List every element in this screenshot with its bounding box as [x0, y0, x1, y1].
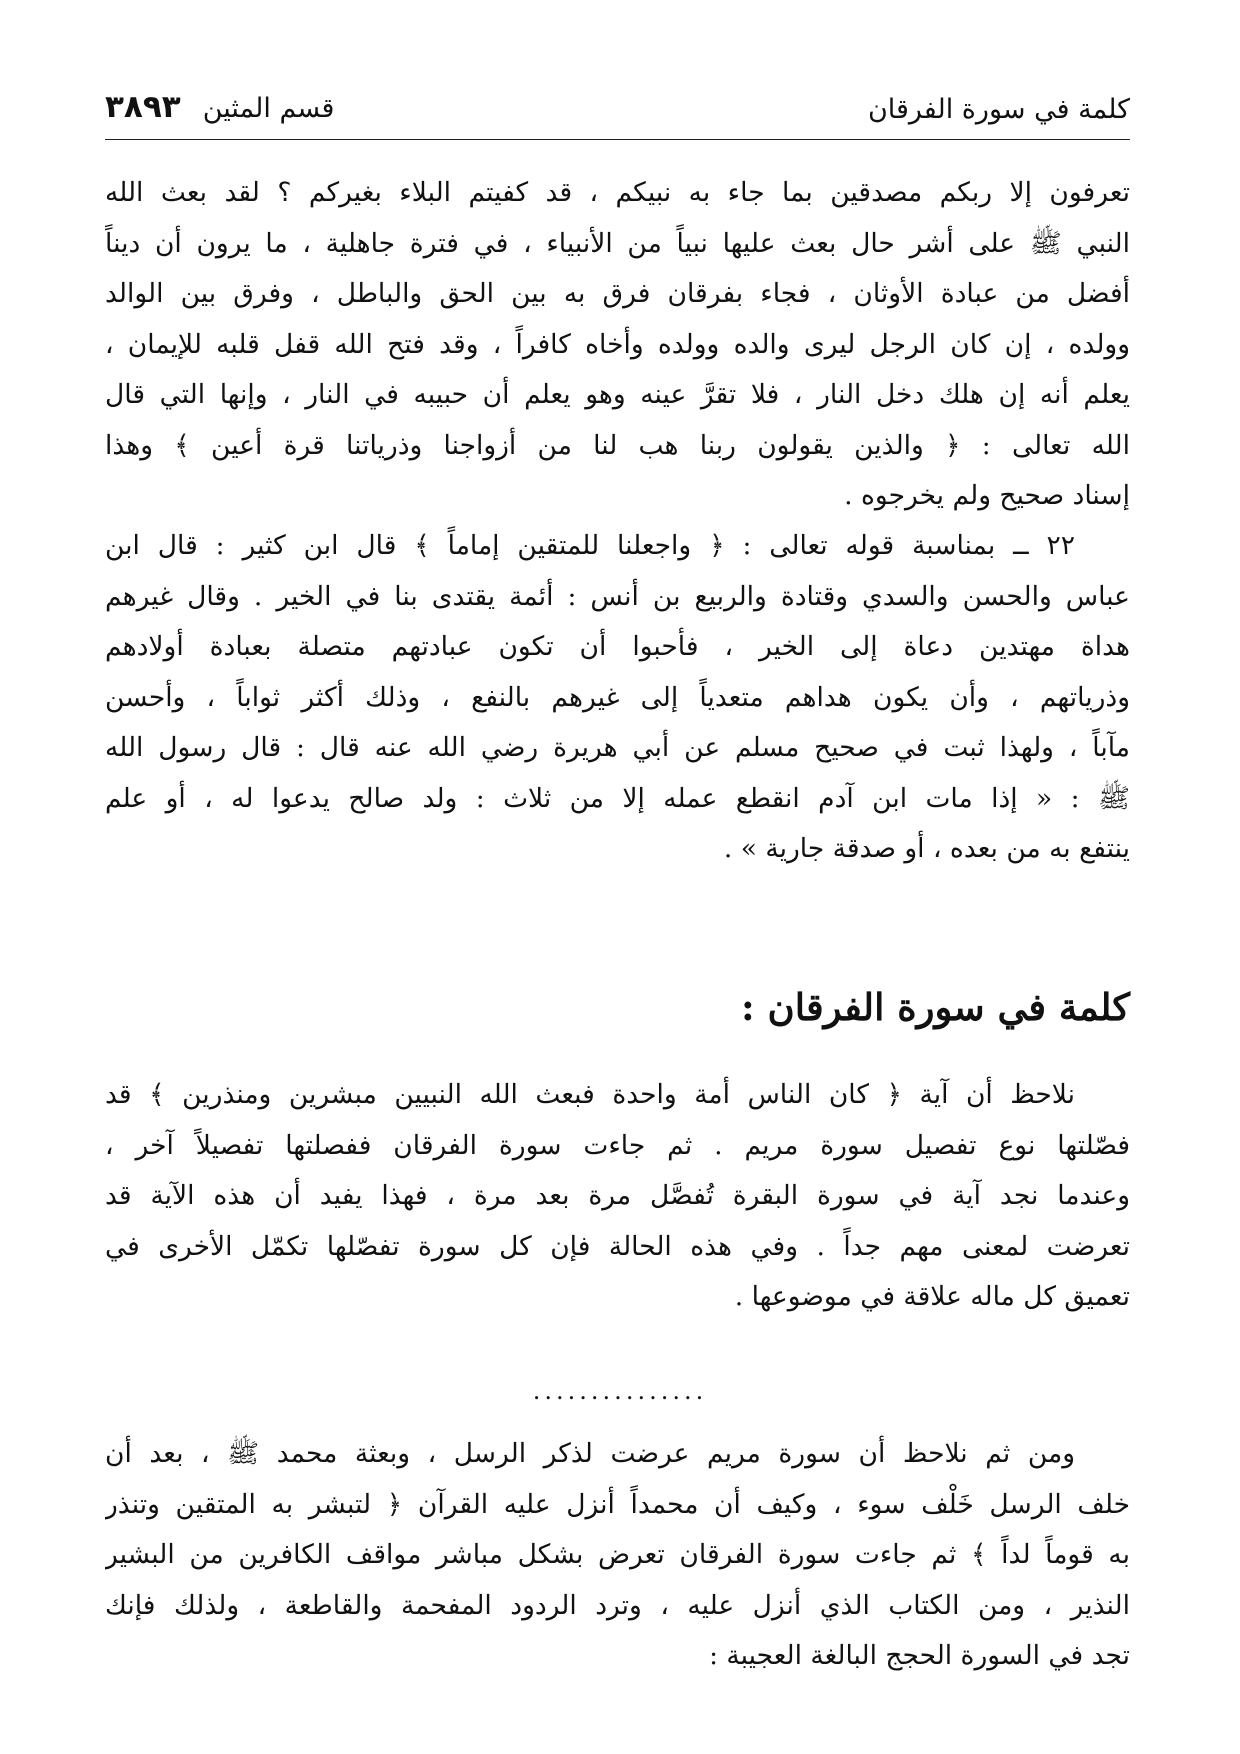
- text-line: ﷺ : « إذا مات ابن آدم انقطع عمله إلا من ثلاث : ولد صالح يدعوا له ، أو علم: [105, 782, 1130, 814]
- text-line: تعرضت لمعنى مهم جداً . وفي هذه الحالة فإن كل سورة تفصّلها تكمّل الأخرى في: [105, 1230, 1130, 1262]
- text-line: يعلم أنه إن هلك دخل النار ، فلا تقرَّ عينه وهو يعلم أن حبيبه في النار ، وإنها التي قال: [105, 379, 1130, 410]
- page-info: [105, 89, 334, 126]
- running-title: كلمة في سورة الفرقان: [867, 93, 1130, 125]
- text-line: أفضل من عبادة الأوثان ، فجاء بفرقان فرق به بين الحق والباطل ، وفرق بين الوالد: [105, 278, 1130, 309]
- text-line: الله تعالى : ﴿ والذين يقولون ربنا هب لنا من أزواجنا وذرياتنا قرة أعين ﴾ وهذا: [105, 429, 1130, 461]
- section-paragraph-2: [105, 1429, 1130, 1682]
- text-line: به قوماً لداً ﴾ ثم جاءت سورة الفرقان تعرض بشكل مباشر مواقف الكافرين من البشير: [105, 1539, 1130, 1570]
- text-line: ٢٢ ــ بمناسبة قوله تعالى : ﴿ واجعلنا للمتقين إماماً ﴾ قال ابن كثير : قال ابن: [105, 530, 1075, 561]
- separator-dots: ...............: [532, 1377, 708, 1405]
- page-number: ٣٨٩٣: [105, 88, 181, 125]
- text-line: عباس والحسن والسدي وقتادة والربيع بن أنس : أئمة يقتدى بنا في الخير . وقال غيرهم: [105, 580, 1130, 612]
- text-line: تجد في السورة الحجج البالغة العجيبة :: [709, 1640, 1130, 1671]
- section-paragraph-1: [105, 1070, 1130, 1323]
- text-line: خلف الرسل خَلْف سوء ، وكيف أن محمداً أنزل عليه القرآن ﴿ لتبشر به المتقين وتنذر: [105, 1488, 1130, 1520]
- text-line: ينتفع به من بعده ، أو صدقة جارية » .: [723, 833, 1130, 864]
- text-line: وذرياتهم ، وأن يكون هداهم متعدياً إلى غيرهم بالنفع ، وذلك أكثر ثواباً ، وأحسن: [105, 681, 1130, 713]
- text-line: تعميق كل ماله علاقة في موضوعها .: [734, 1281, 1130, 1312]
- text-line: إسناد صحيح ولم يخرجوه .: [844, 480, 1130, 511]
- text-line: تعرفون إلا ربكم مصدقين بما جاء به نبيكم ، قد كفيتم البلاء بغيركم ؟ لقد بعث الله: [105, 177, 1130, 208]
- text-line: النذير ، ومن الكتاب الذي أنزل عليه ، وترد الردود المفحمة والقاطعة ، ولذلك فإنك: [105, 1589, 1130, 1621]
- text-line: ومن ثم نلاحظ أن سورة مريم عرضت لذكر الرسل ، وبعثة محمد ﷺ ، بعد أن: [105, 1438, 1075, 1469]
- paragraph-22: [105, 521, 1130, 875]
- text-line: وعندما نجد آية في سورة البقرة تُفصَّل مرة بعد مرة ، فهذا يفيد أن هذه الآية قد: [105, 1180, 1130, 1211]
- text-line: النبي ﷺ على أشر حال بعث عليها نبياً من الأنبياء ، في فترة جاهلية ، ما يرون أن ديناً: [105, 227, 1130, 259]
- text-line: مآباً ، ولهذا ثبت في صحيح مسلم عن أبي هريرة رضي الله عنه قال : قال رسول الله: [105, 732, 1130, 763]
- header-rule: [105, 139, 1130, 140]
- text-line: هداة مهتدين دعاة إلى الخير ، فأحبوا أن تكون عبادتهم متصلة بعبادة أولادهم: [105, 631, 1130, 662]
- text-line: وولده ، إن كان الرجل ليرى والده وولده وأخاه كافراً ، وقد فتح الله قفل قلبه للإيمان ،: [105, 328, 1130, 360]
- section-heading: كلمة في سورة الفرقان :: [741, 985, 1130, 1029]
- page-header: [105, 78, 1130, 126]
- part-label: قسم المثين: [202, 92, 335, 124]
- body-text-top: [105, 168, 1130, 522]
- text-line: فصّلتها نوع تفصيل سورة مريم . ثم جاءت سورة الفرقان ففصلتها تفصيلاً آخر ،: [105, 1129, 1130, 1161]
- text-line: نلاحظ أن آية ﴿ كان الناس أمة واحدة فبعث الله النبيين مبشرين ومنذرين ﴾ قد: [105, 1079, 1075, 1110]
